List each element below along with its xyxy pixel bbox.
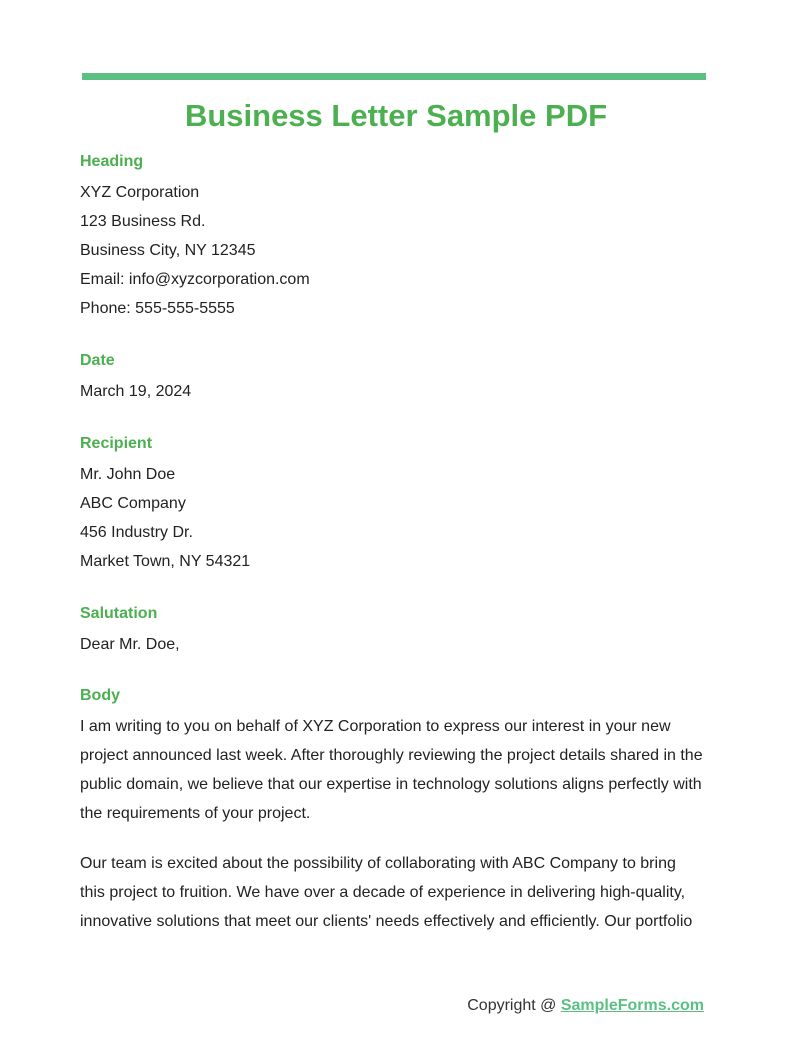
copyright-footer: [467, 995, 704, 1017]
sender-address: [80, 178, 710, 323]
sender-line: XYZ Corporation: [80, 184, 200, 201]
recipient-line: 456 Industry Dr.: [80, 524, 193, 541]
salutation-text: Dear Mr. Doe,: [80, 636, 180, 653]
section-recipient-block: [80, 434, 710, 576]
recipient-line: Market Town, NY 54321: [80, 553, 251, 570]
section-label-recipient: Recipient: [80, 435, 153, 452]
recipient-line: ABC Company: [80, 495, 186, 512]
salutation-lines: [80, 630, 710, 659]
sampleforms-link[interactable]: SampleForms.com: [560, 997, 704, 1014]
section-label-date: Date: [80, 352, 115, 369]
date-lines: [80, 377, 710, 406]
section-date-block: [80, 351, 710, 406]
sender-line: 123 Business Rd.: [80, 213, 206, 230]
body-line: innovative solutions that meet our clients' needs effectively and efficiently. Our portfolio: [80, 913, 693, 930]
section-label-body: Body: [80, 687, 120, 704]
body-line: public domain, we believe that our expertise in technology solutions aligns perfectly with: [80, 776, 702, 793]
sender-phone: Phone: 555-555-5555: [80, 300, 235, 317]
body-line: the requirements of your project.: [80, 805, 311, 822]
recipient-address: [80, 460, 710, 576]
section-salutation-block: [80, 604, 710, 659]
sender-line: Business City, NY 12345: [80, 242, 256, 259]
top-divider: [82, 73, 706, 80]
body-line: project announced last week. After thoroughly reviewing the project details shared in the: [80, 747, 703, 764]
sender-email: Email: info@xyzcorporation.com: [80, 271, 310, 288]
body-line: this project to fruition. We have over a decade of experience in delivering high-quality,: [80, 884, 686, 901]
section-label-salutation: Salutation: [80, 605, 158, 622]
recipient-line: Mr. John Doe: [80, 466, 176, 483]
body-line: Our team is excited about the possibility of collaborating with ABC Company to bring: [80, 855, 676, 872]
letter-date: March 19, 2024: [80, 383, 192, 400]
section-label-heading: Heading: [80, 153, 144, 170]
body-content: [80, 712, 710, 936]
section-body-block: [80, 686, 710, 936]
copyright-text: Copyright @: [467, 997, 561, 1014]
body-paragraph-1: [80, 712, 710, 828]
body-line: I am writing to you on behalf of XYZ Corporation to express our interest in your new: [80, 718, 671, 735]
document-title: Business Letter Sample PDF: [184, 98, 608, 133]
section-heading-block: [80, 152, 710, 323]
body-paragraph-2: [80, 849, 710, 936]
